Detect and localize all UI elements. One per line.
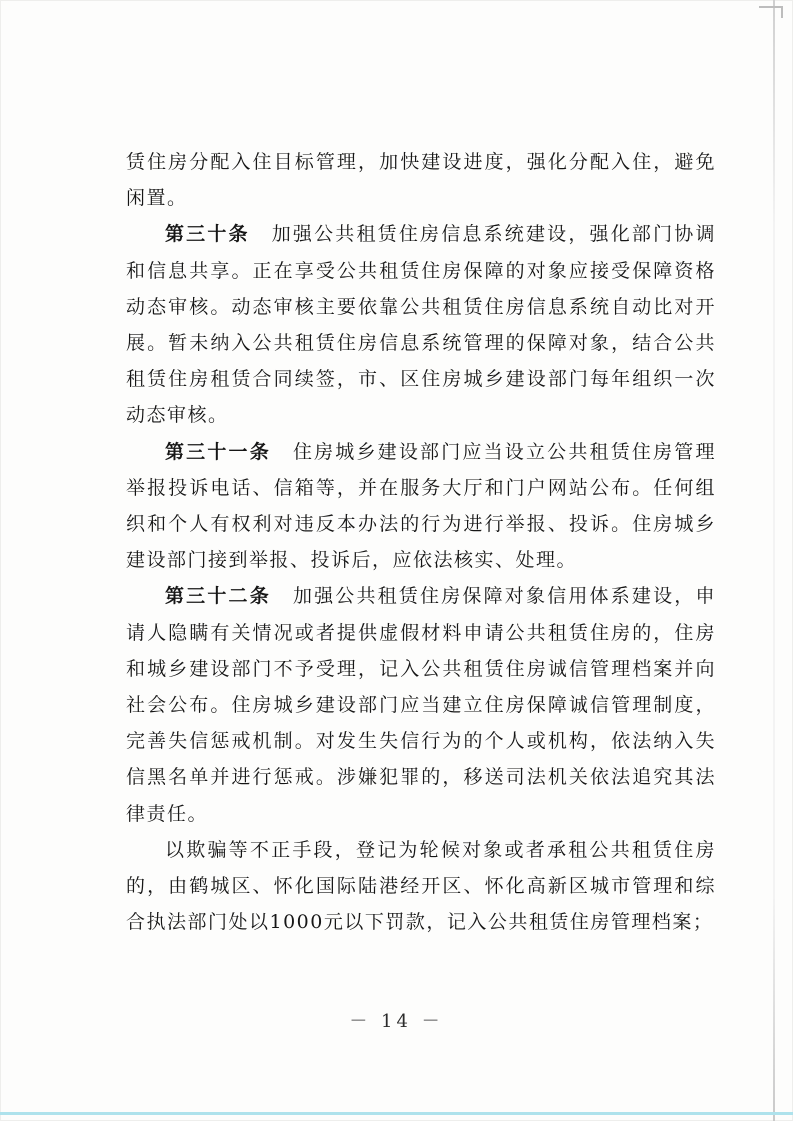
article-heading: 第三十一条: [165, 440, 271, 463]
scan-edge: [773, 0, 775, 1121]
scan-corner-mark: [759, 6, 783, 18]
paragraph-penalty: 以欺骗等不正手段，登记为轮候对象或者承租公共租赁住房的，由鹤城区、怀化国际陆港经开区、怀化高新区城市管理和综合执法部门处以1000元以下罚款，记入公共租赁住房管理档案；: [126, 838, 716, 934]
article-32: 第三十二条 加强公共租赁住房保障对象信用体系建设，申请人隐瞒有关情况或者提供虚假材料申请公共租赁住房的，住房和城乡建设部门不予受理，记入公共租赁住房诚信管理档案并向社会公布。住房城乡建设部门应当建立住房保障诚信管理制度，完善失信惩戒机制。对发生失信行为的个人或机构，依法纳入失信黑名单并进行惩戒。涉嫌犯罪的，移送司法机关依法追究其法律责任。: [126, 585, 716, 825]
paragraph-1: 赁住房分配入住目标管理，加快建设进度，强化分配入住，避免闲置。: [126, 151, 716, 210]
article-31: 第三十一条 住房城乡建设部门应当设立公共租赁住房管理举报投诉电话、信箱等，并在服务大厅和门户网站公布。任何组织和个人有权利对违反本办法的行为进行举报、投诉。住房城乡建设部门接到举报、投诉后，应依法核实、处理。: [126, 440, 716, 572]
article-30: 第三十条 加强公共租赁住房信息系统建设，强化部门协调和信息共享。正在享受公共租赁住房保障的对象应接受保障资格动态审核。动态审核主要依靠公共租赁住房信息系统自动比对开展。暂未纳入公共租赁住房信息系统管理的保障对象，结合公共租赁住房租赁合同续签，市、区住房城乡建设部门每年组织一次动态审核。: [126, 223, 716, 427]
article-heading: 第三十二条: [165, 585, 271, 608]
article-heading: 第三十条: [165, 223, 250, 246]
bottom-border: [0, 1112, 793, 1115]
page-number: － 14 －: [349, 1011, 444, 1032]
body-text: [126, 144, 716, 940]
